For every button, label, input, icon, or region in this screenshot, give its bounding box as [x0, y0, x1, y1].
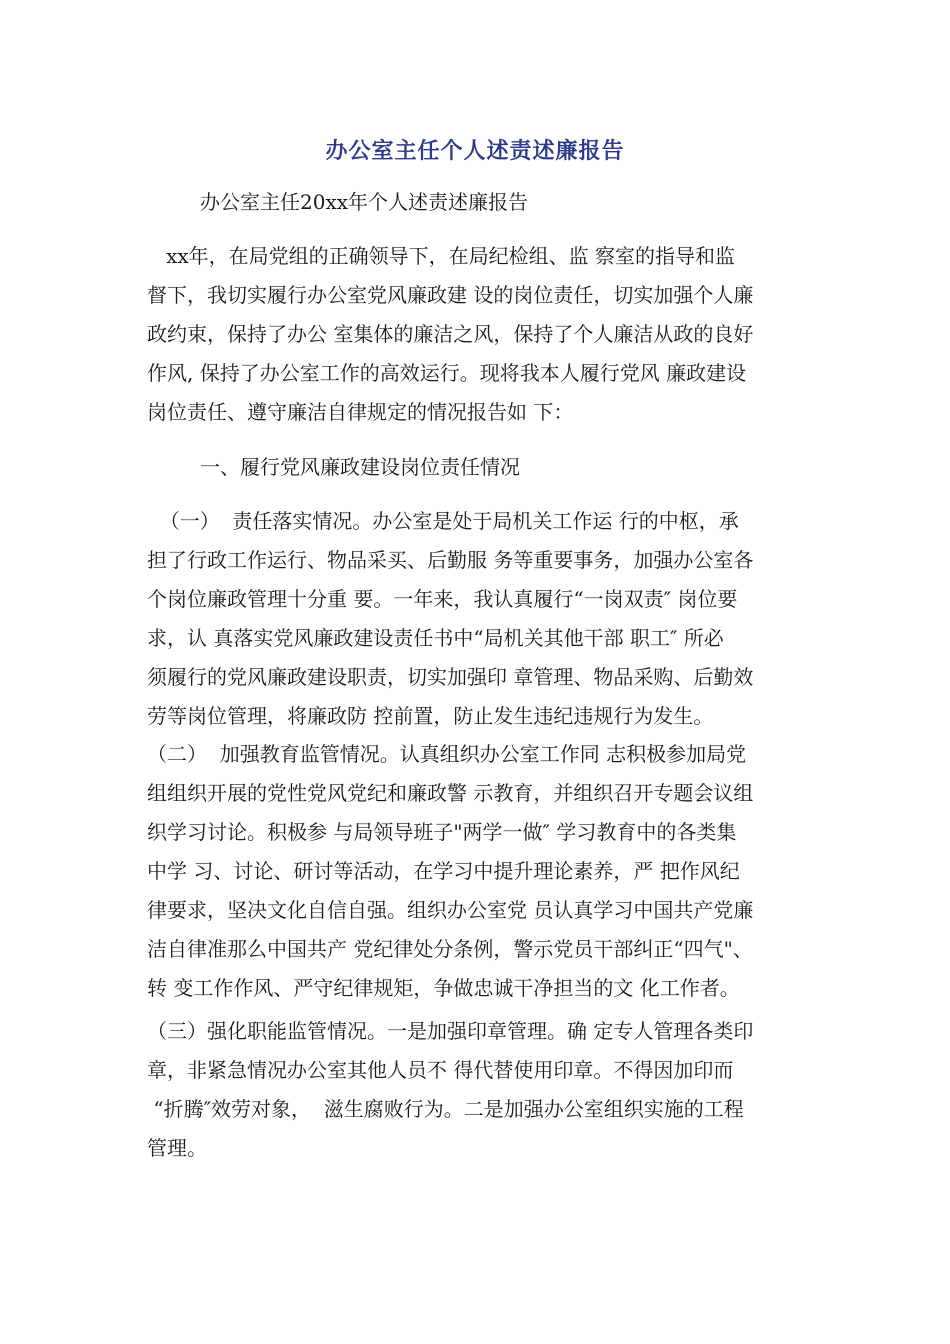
text-line: 转 变工作作风、严守纪律规矩，争做忠诚干净担当的文 化工作者。 [147, 976, 740, 1000]
paragraph-responsibility [147, 502, 807, 736]
section-heading: 一、履行党风廉政建设岗位责任情况 [200, 455, 520, 479]
text-line: 督下，我切实履行办公室党风廉政建 设的岗位责任，切实加强个人廉 [147, 283, 754, 307]
text-line: （二） 加强教育监管情况。认真组织办公室工作同 志积极参加局党 [147, 742, 747, 766]
text-line: 劳等岗位管理，将廉政防 控前置，防止发生违纪违规行为发生。 [147, 704, 714, 728]
text-line: 章，非紧急情况办公室其他人员不 得代替使用印章。不得因加印而 [147, 1058, 734, 1082]
text-line: 管理。 [147, 1136, 207, 1160]
text-line: 岗位责任、遵守廉洁自律规定的情况报告如 下： [147, 400, 574, 424]
text-line: 个岗位廉政管理十分重 要。一年来，我认真履行“一岗双责″ 岗位要 [147, 587, 738, 611]
text-line: 作风, 保持了办公室工作的高效运行。现将我本人履行党风 廉政建设 [147, 361, 747, 385]
text-line: （三）强化职能监管情况。一是加强印章管理。确 定专人管理各类印 [147, 1019, 754, 1043]
document-subtitle: 办公室主任20xx年个人述责述廉报告 [200, 190, 529, 214]
text-line: （一） 责任落实情况。办公室是处于局机关工作运 行的中枢，承 [147, 509, 739, 533]
text-line: 求，认 真落实党风廉政建设责任书中“局机关其他干部 职工″ 所必 [147, 626, 724, 650]
text-line: 律要求，坚决文化自信自强。组织办公室党 员认真学习中国共产党廉 [147, 898, 754, 922]
text-line: xx年，在局党组的正确领导下，在局纪检组、监 察室的指导和监 [147, 244, 735, 268]
text-line: 须履行的党风廉政建设职责，切实加强印 章管理、物品采购、后勤效 [147, 665, 754, 689]
text-line: “折腾″效劳对象， 滋生腐败行为。二是加强办公室组织实施的工程 [147, 1097, 744, 1121]
text-line: 政约束，保持了办公 室集体的廉洁之风，保持了个人廉洁从政的良好 [147, 322, 754, 346]
text-line: 担了行政工作运行、物品采买、后勤服 务等重要事务，加强办公室各 [147, 548, 754, 572]
text-line: 中学 习、讨论、研讨等活动，在学习中提升理论素养，严 把作风纪 [147, 859, 740, 883]
document-title: 办公室主任个人述责述廉报告 [325, 139, 625, 164]
text-line: 洁自律准那么中国共产 党纪律处分条例，警示党员干部纠正“四气"、 [147, 937, 753, 961]
paragraph-supervision [147, 1012, 807, 1168]
text-line: 组组织开展的党性党风党纪和廉政警 示教育，并组织召开专题会议组 [147, 781, 754, 805]
text-line: 织学习讨论。积极参 与局领导班子"两学一做″ 学习教育中的各类集 [147, 820, 737, 844]
intro-paragraph [147, 237, 807, 432]
paragraph-education [147, 735, 807, 1008]
